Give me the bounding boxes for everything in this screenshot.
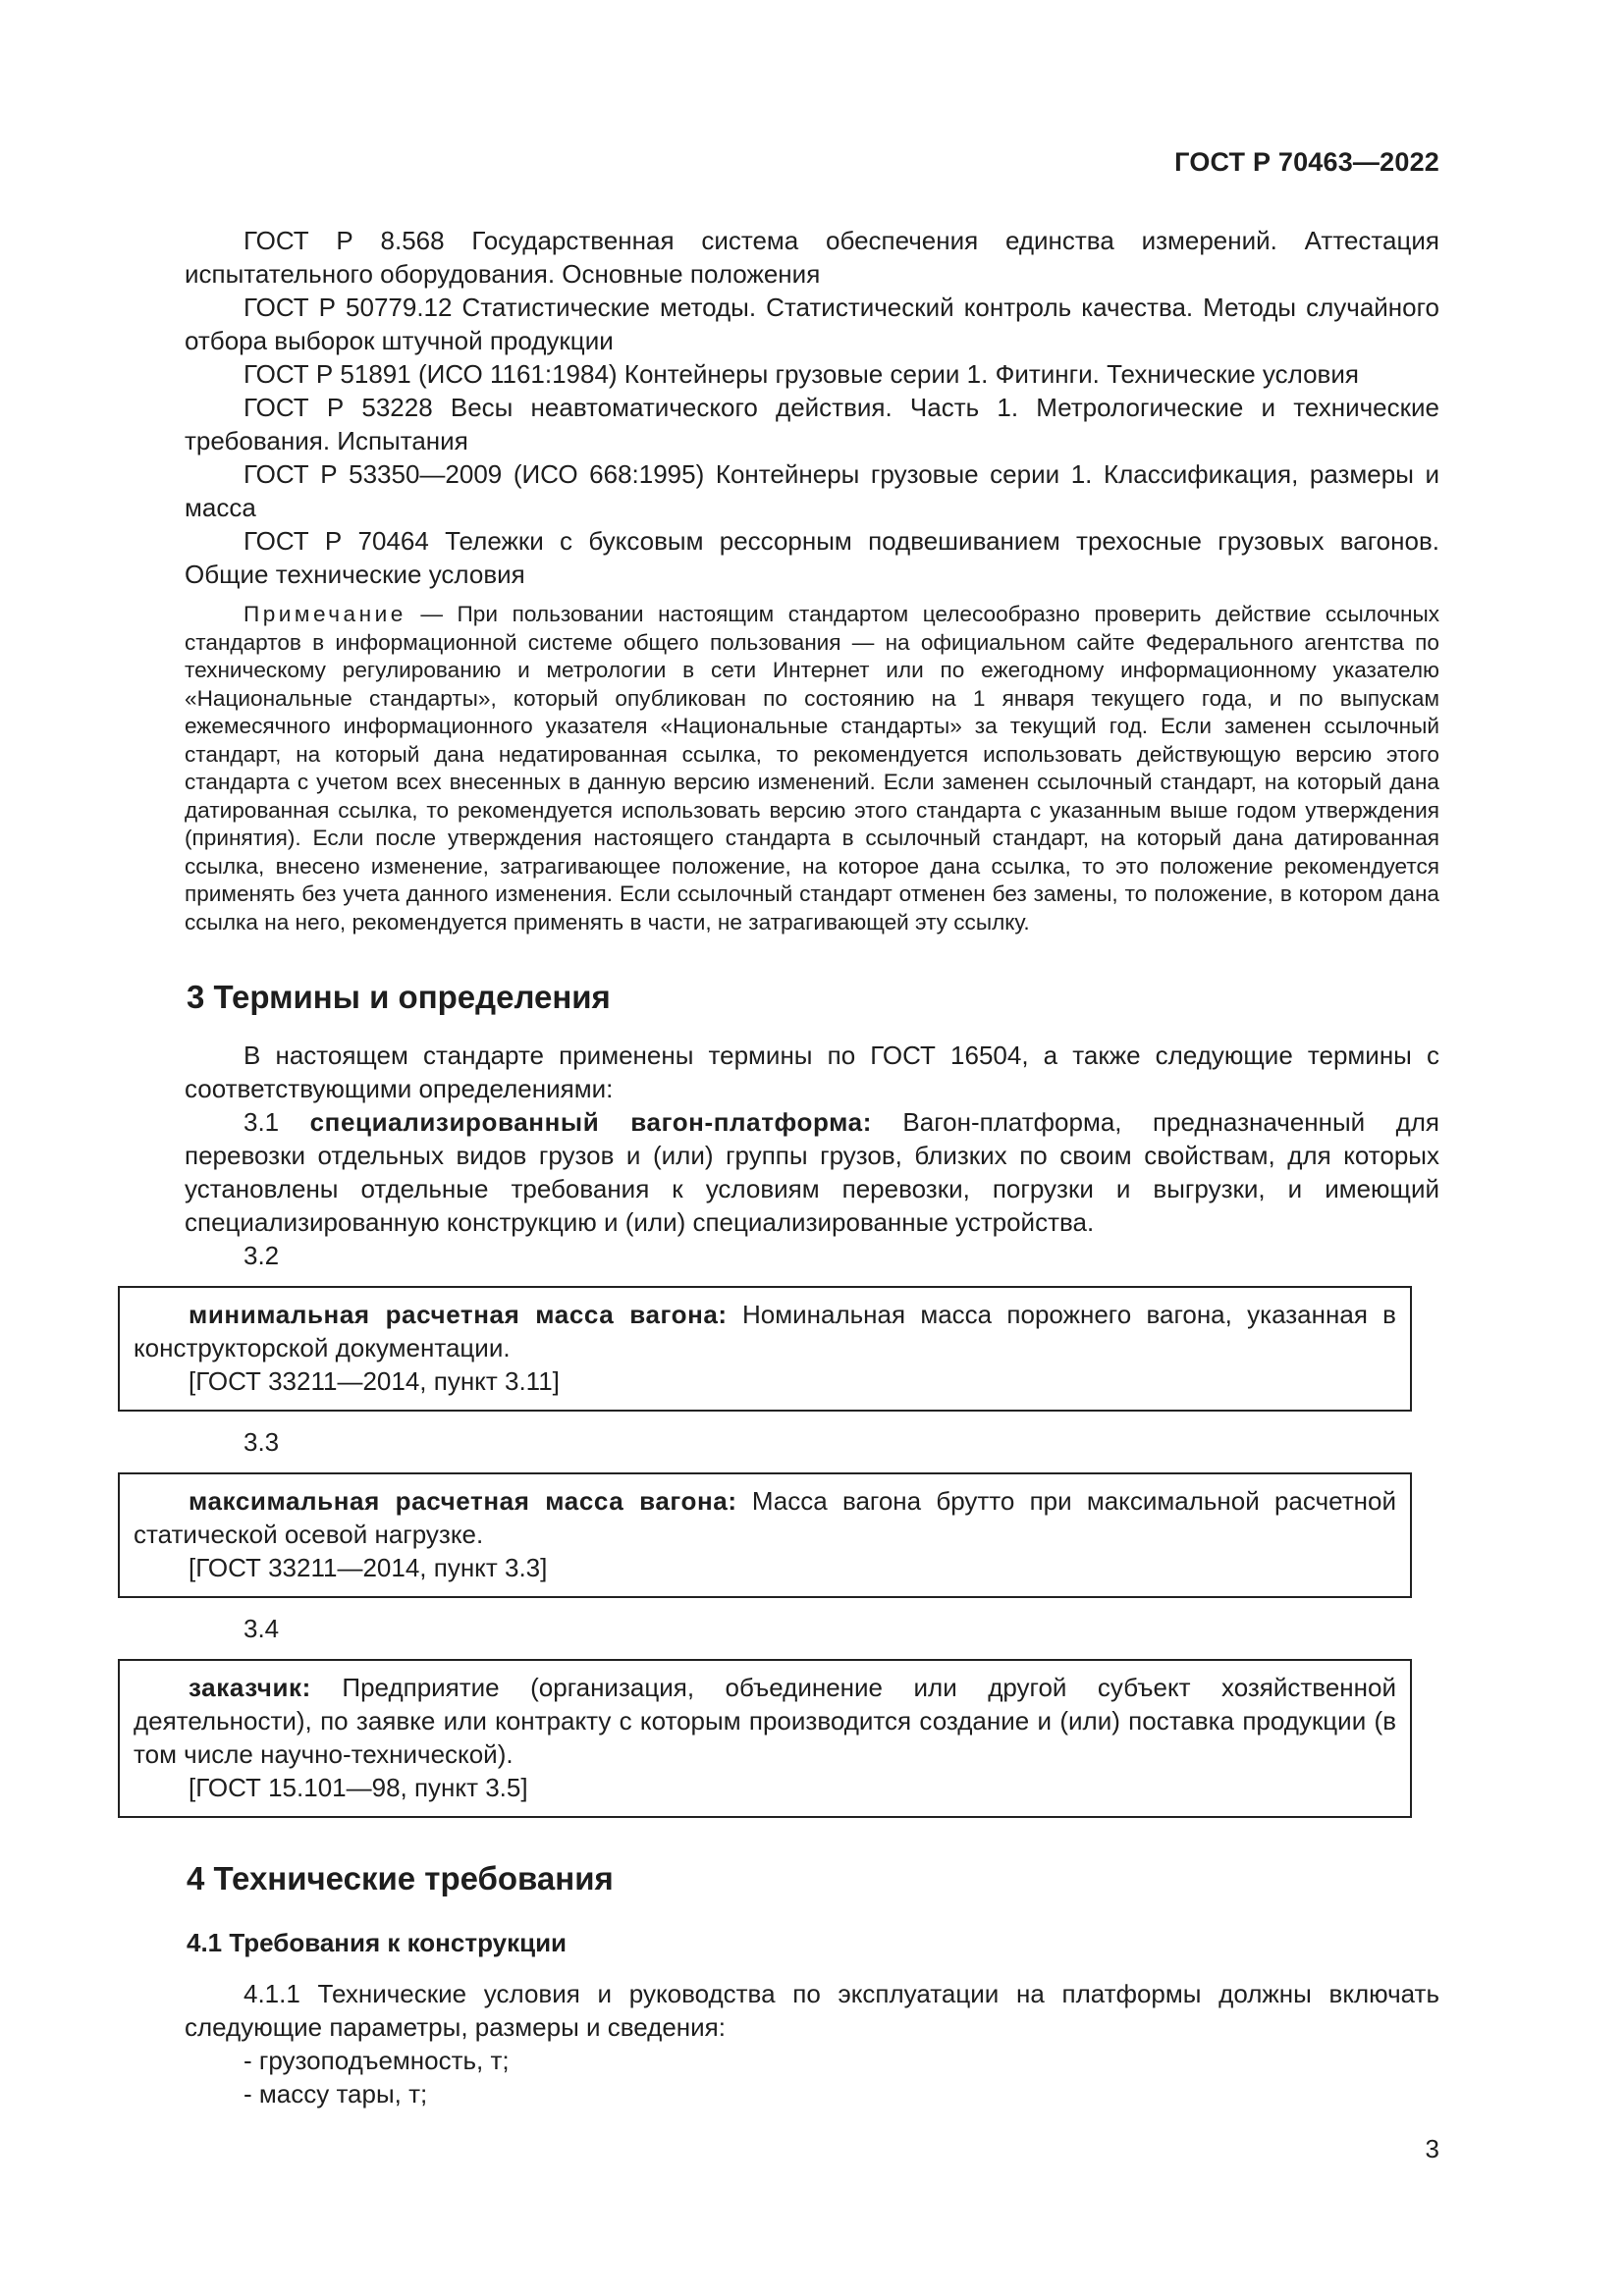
term-source: [ГОСТ 15.101—98, пункт 3.5] [189, 1773, 528, 1802]
term-box-3-2 [118, 1286, 1412, 1412]
document-header: ГОСТ Р 70463—2022 [1174, 147, 1439, 177]
term-3-1 [185, 1105, 1439, 1239]
term-definition: Предприятие (организация, объединение или другой субъект хозяйственной деятельности), по заявке или контракту с которым производится создание и (или) поставка продукции (в том числе научно-технической). [134, 1673, 1396, 1769]
term-source: [ГОСТ 33211—2014, пункт 3.3] [189, 1553, 548, 1582]
term-paragraph [134, 1484, 1396, 1551]
page-number: 3 [1425, 2134, 1439, 2163]
reference-item: ГОСТ Р 50779.12 Статистические методы. Статистический контроль качества. Методы случайного отбора выборок штучной продукции [185, 293, 1439, 355]
term-definition: Масса вагона брутто при максимальной расчетной статической осевой нагрузке. [134, 1486, 1396, 1549]
reference-item: ГОСТ Р 70464 Тележки с буксовым рессорным подвешиванием трехосные грузовых вагонов. Общие технические условия [185, 526, 1439, 589]
note-label: Примечание [244, 602, 406, 626]
section-4-title: 4 Технические требования [187, 1860, 614, 1896]
reference-item: ГОСТ Р 53350—2009 (ИСО 668:1995) Контейнеры грузовые серии 1. Классификация, размеры и масса [185, 459, 1439, 522]
term-box-3-3 [118, 1472, 1412, 1598]
reference-item: ГОСТ Р 51891 (ИСО 1161:1984) Контейнеры грузовые серии 1. Фитинги. Технические условия [244, 359, 1359, 389]
term-label: специализированный вагон-платформа: [309, 1107, 872, 1137]
term-label: максимальная расчетная масса вагона: [189, 1486, 737, 1516]
subsection-4-1-title: 4.1 Требования к конструкции [187, 1928, 568, 1957]
note-paragraph [185, 601, 1439, 936]
note-text: — При пользовании настоящим стандартом целесообразно проверить действие ссылочных стандартов в информационной системе общего пользования — на официальном сайте Федерального агентства по техническому регулированию и метрологии в сети Интернет или по ежегодному информационному указателю «Национальные стандарты», который опубликован по состоянию на 1 января текущего года, и по выпускам ежемесячного информационного указателя «Национальные стандарты» за текущий год. Если заменен ссылочный стандарт, на который дана недатированная ссылка, то рекомендуется использовать действующую версию этого стандарта с учетом всех внесенных в данную версию изменений. Если заменен ссылочный стандарт, на который дана датированная ссылка, то рекомендуется использовать версию этого стандарта с указанным выше годом утверждения (принятия). Если после утверждения настоящего стандарта в ссылочный стандарт, на который дана датированная ссылка, внесено изменение, затрагивающее положение, на которое дана ссылка, то это положение рекомендуется применять без учета данного изменения. Если ссылочный стандарт отменен без замены, то положение, в котором дана ссылка на него, рекомендуется применять в части, не затрагивающей эту ссылку. [185, 602, 1439, 934]
section-3-intro: В настоящем стандарте применены термины по ГОСТ 16504, а также следующие термины с соответствующими определениями: [185, 1041, 1439, 1103]
paragraph-4-1-1: 4.1.1 Технические условия и руководства по эксплуатации на платформы должны включать следующие параметры, размеры и сведения: [185, 1979, 1439, 2042]
note-block [185, 601, 1439, 936]
list-item: - массу тары, т; [244, 2079, 428, 2109]
normative-references [185, 224, 1439, 591]
reference-item: ГОСТ Р 53228 Весы неавтоматического действия. Часть 1. Метрологические и технические требования. Испытания [185, 393, 1439, 455]
term-label: заказчик: [189, 1673, 311, 1702]
term-box-3-4 [118, 1659, 1412, 1818]
term-source: [ГОСТ 33211—2014, пункт 3.11] [189, 1366, 560, 1396]
term-definition: Вагон-платформа, предназначенный для перевозки отдельных видов грузов и (или) группы грузов, близких по своим свойствам, для которых установлены отдельные требования к условиям перевозки, погрузки и выгрузки, и имеющий специализированную конструкцию и (или) специализированные устройства. [185, 1107, 1439, 1237]
term-paragraph [134, 1298, 1396, 1364]
term-number: 3.1 [244, 1107, 280, 1137]
term-label: минимальная расчетная масса вагона: [189, 1300, 728, 1329]
term-number: 3.4 [244, 1614, 280, 1643]
section-3-title: 3 Термины и определения [187, 979, 611, 1015]
term-paragraph [134, 1671, 1396, 1771]
reference-item: ГОСТ Р 8.568 Государственная система обеспечения единства измерений. Аттестация испытательного оборудования. Основные положения [185, 226, 1439, 289]
page-content [134, 224, 1439, 2110]
list-item: - грузоподъемность, т; [244, 2046, 510, 2075]
term-definition: Номинальная масса порожнего вагона, указанная в конструкторской документации. [134, 1300, 1396, 1362]
term-number: 3.3 [244, 1427, 280, 1457]
term-number: 3.2 [244, 1241, 280, 1270]
